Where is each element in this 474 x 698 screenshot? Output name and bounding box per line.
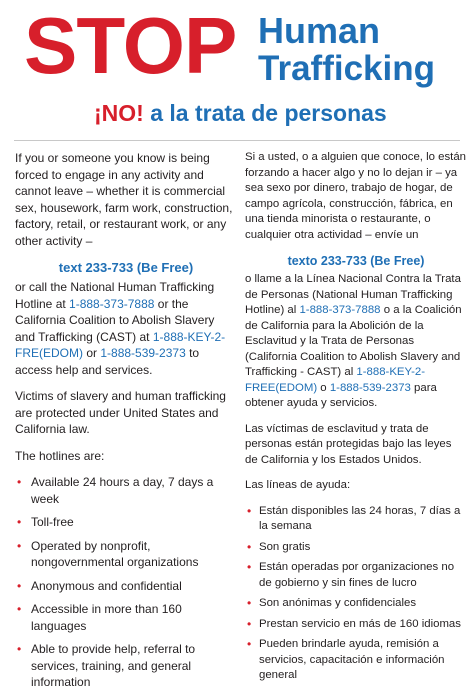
english-hotline-number[interactable]: 1-888-373-7888 — [69, 296, 155, 311]
trafficking-title: Trafficking — [258, 49, 435, 88]
spanish-text-line: texto 233-733 (Be Free) — [287, 254, 425, 268]
english-call-text-2: or the California Coalition to Abolish Slavery and Trafficking (CAST) at — [15, 296, 215, 344]
list-item — [245, 637, 467, 684]
list-item — [245, 540, 467, 556]
spanish-hotline-number[interactable]: 1-888-373-7888 — [299, 304, 381, 316]
human-title: Human — [258, 10, 381, 51]
list-item-text: Able to provide help, referral to services, training, and general information — [31, 642, 196, 689]
english-call-text-1: or call the National Human Trafficking Hotline at — [15, 280, 215, 311]
header — [0, 0, 474, 140]
spanish-intro: Si a usted, o a alguien que conoce, lo están forzando a hacer algo y no lo dejan ir – ya sea sexo por dinero, trabajo de hogar, de campo agrícola, construcción, fábrica, en una tienda minorista o restaurante, o cualquier otra actividad – envíe un — [245, 151, 467, 241]
bullet-icon: • — [17, 602, 22, 616]
english-protected: Victims of slavery and human trafficking are protected under United States and California law. — [15, 389, 226, 436]
english-call-paragraph — [15, 279, 237, 378]
english-call-text-4: to access help and services. — [15, 346, 200, 377]
stop-title: STOP — [24, 1, 237, 90]
list-item-text: Toll-free — [31, 515, 74, 529]
list-item — [15, 474, 237, 507]
bullet-icon: • — [247, 637, 252, 651]
list-item-text: Son gratis — [259, 540, 311, 553]
list-item-text: Available 24 hours a day, 7 days a week — [31, 475, 214, 506]
bullet-icon: • — [247, 503, 252, 518]
list-item-text: Anonymous and confidential — [31, 578, 182, 593]
list-item-text: Están disponibles las 24 horas, 7 días a la semana — [259, 504, 461, 532]
spanish-call-text-4: para obtener ayuda y servicios. — [245, 381, 437, 409]
english-column — [15, 150, 237, 698]
header-divider — [14, 140, 460, 141]
bullet-icon: • — [17, 515, 22, 529]
bullet-icon: • — [247, 539, 252, 554]
bullet-icon: • — [247, 616, 252, 631]
english-cast-number-1[interactable]: 1-888-KEY-2-FRE(EDOM) — [15, 329, 226, 360]
list-item — [245, 504, 467, 535]
bullet-icon: • — [17, 578, 22, 593]
list-item-text: Accessible in more than 160 languages — [31, 602, 182, 633]
bullet-icon: • — [17, 642, 22, 656]
bullet-icon: • — [17, 538, 22, 553]
list-item — [15, 538, 237, 571]
bullet-icon: • — [17, 475, 22, 489]
spanish-subtitle — [94, 98, 387, 128]
list-item — [15, 578, 237, 595]
list-item-text: Prestan servicio en más de 160 idiomas — [259, 617, 461, 630]
list-item-text: Están operadas por organizaciones no de gobierno y sin fines de lucro — [259, 561, 455, 589]
list-item — [245, 560, 467, 591]
english-intro: If you or someone you know is being forced to engage in any activity and cannot leave – whether it is commercial sex, housework, farm work, construction, factory, retail, or restaurant work, or any other activity – — [15, 151, 233, 248]
list-item-text: Pueden brindarle ayuda, remisión a servicios, capacitación e información general — [259, 638, 445, 681]
list-item — [245, 617, 467, 633]
spanish-call-text-1: o llame a la Línea Nacional Contra la Trata de Personas (National Human Trafficking Hotline) al — [245, 273, 461, 316]
list-item — [245, 596, 467, 612]
spanish-cast-number-1[interactable]: 1-888-KEY-2-FREE(EDOM) — [245, 366, 425, 394]
spanish-protected: Las víctimas de esclavitud y trata de personas están protegidas bajo las leyes de California y los Estados Unidos. — [245, 422, 452, 466]
list-item-text: Operated by nonprofit, nongovernmental organizations — [31, 538, 199, 569]
bullet-icon: • — [247, 596, 252, 610]
spanish-hotlines-list — [245, 504, 467, 684]
english-hotlines-list — [15, 474, 237, 691]
bullet-icon: • — [247, 560, 252, 574]
english-text-line: text 233-733 (Be Free) — [58, 260, 194, 275]
no-exclamation: ¡NO! — [94, 100, 144, 126]
list-item — [15, 601, 237, 634]
spanish-call-text-2: o a la Coalición de California para la Abolición de la Esclavitud y la Trata de Personas (California Coalition to Abolish Slavery and Trafficking - CAST) al — [245, 304, 462, 378]
list-item — [15, 641, 237, 691]
spanish-call-text-3: o — [317, 381, 330, 394]
english-hotlines-heading: The hotlines are: — [15, 448, 105, 463]
english-call-text-3: or — [83, 346, 101, 360]
spanish-call-paragraph — [245, 272, 467, 412]
english-cast-number-2[interactable]: 1-888-539-2373 — [100, 346, 186, 360]
list-item — [15, 514, 237, 531]
list-item-text: Son anónimas y confidenciales — [259, 597, 417, 609]
spanish-hotlines-heading: Las líneas de ayuda: — [245, 479, 351, 491]
subtitle-rest: a la trata de personas — [143, 100, 387, 126]
spanish-column — [245, 150, 467, 689]
spanish-cast-number-2[interactable]: 1-888-539-2373 — [329, 381, 411, 394]
